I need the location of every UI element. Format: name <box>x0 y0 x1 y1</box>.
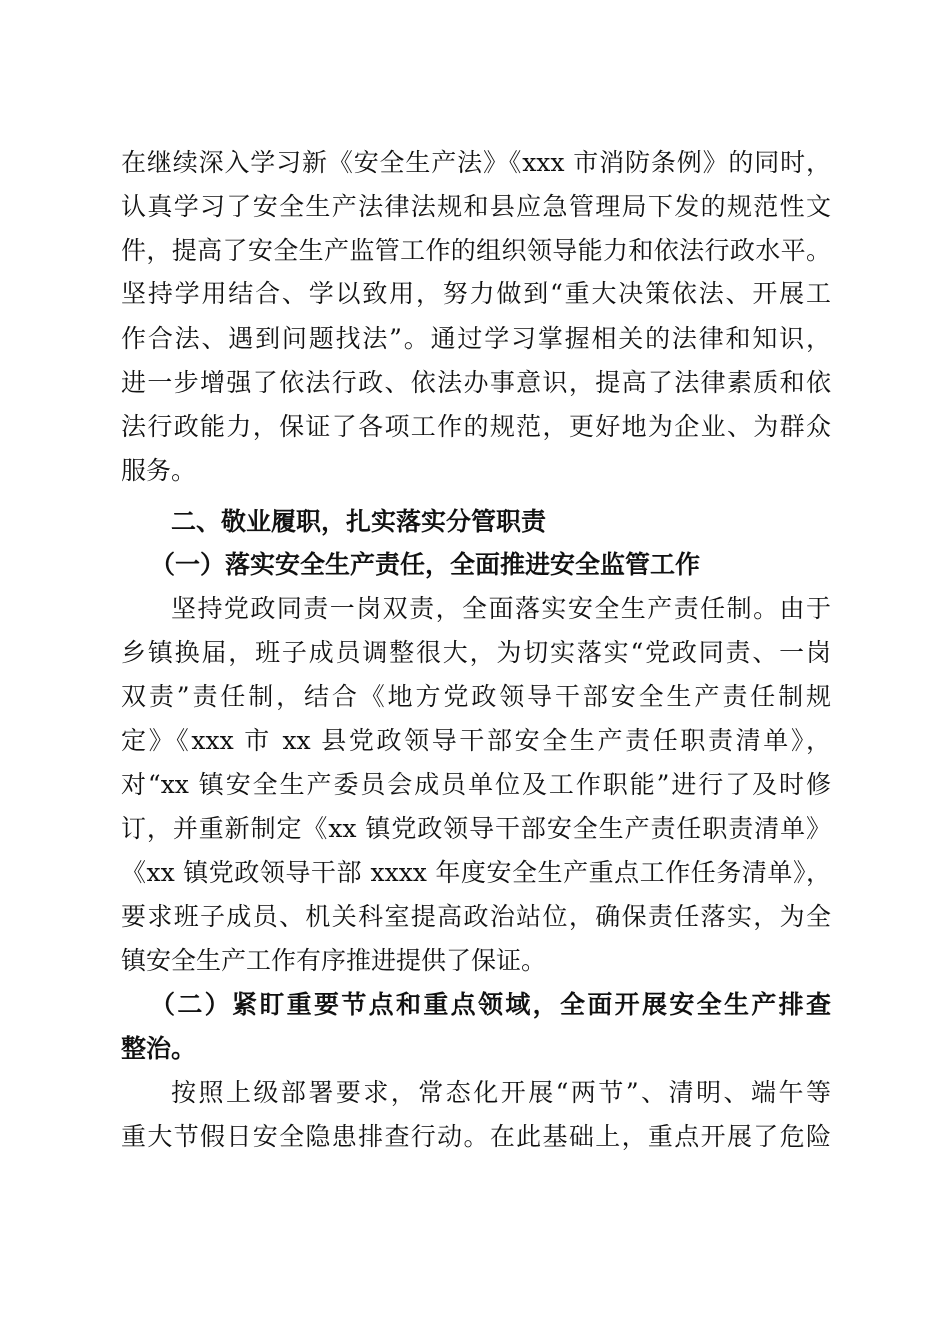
section-heading: 二、敬业履职，扎实落实分管职责 <box>171 507 547 536</box>
paragraph-line: 定》《xxx 市 xx 县党政领导干部安全生产责任职责清单》， <box>121 726 831 755</box>
paragraph-line: 按照上级部署要求，常态化开展“两节”、清明、端午等 <box>171 1078 831 1107</box>
paragraph-line: 进一步增强了依法行政、依法办事意识，提高了法律素质和依 <box>121 368 831 397</box>
paragraph-line: 坚持学用结合、学以致用，努力做到“重大决策依法、开展工 <box>121 279 831 308</box>
paragraph-line: 要求班子成员、机关科室提高政治站位，确保责任落实，为全 <box>121 902 831 931</box>
paragraph-line: 件，提高了安全生产监管工作的组织领导能力和依法行政水平。 <box>121 236 831 265</box>
paragraph-line: 作合法、遇到问题找法”。通过学习掌握相关的法律和知识， <box>121 324 831 353</box>
paragraph-line: 服务。 <box>121 456 197 485</box>
paragraph-line: 对“xx 镇安全生产委员会成员单位及工作职能”进行了及时修 <box>121 770 831 799</box>
paragraph-line: 在继续深入学习新《安全生产法》《xxx 市消防条例》的同时， <box>121 148 831 177</box>
subsection-heading: （二）紧盯重要节点和重点领域，全面开展安全生产排查 <box>150 990 831 1019</box>
paragraph-line: 镇安全生产工作有序推进提供了保证。 <box>121 946 547 975</box>
paragraph-line: 《xx 镇党政领导干部 xxxx 年度安全生产重点工作任务清单》， <box>121 858 831 887</box>
paragraph-line: 坚持党政同责一岗双责，全面落实安全生产责任制。由于 <box>171 594 831 623</box>
paragraph-line: 订，并重新制定《xx 镇党政领导干部安全生产责任职责清单》 <box>121 814 831 843</box>
paragraph-line: 乡镇换届，班子成员调整很大，为切实落实“党政同责、一岗 <box>121 638 831 667</box>
paragraph-line: 法行政能力，保证了各项工作的规范，更好地为企业、为群众 <box>121 412 831 441</box>
subsection-heading-continued: 整治。 <box>121 1034 197 1063</box>
paragraph-line: 双责”责任制，结合《地方党政领导干部安全生产责任制规 <box>121 682 831 711</box>
paragraph-line: 重大节假日安全隐患排查行动。在此基础上，重点开展了危险 <box>121 1122 831 1151</box>
subsection-heading: （一）落实安全生产责任，全面推进安全监管工作 <box>150 550 701 579</box>
paragraph-line: 认真学习了安全生产法律法规和县应急管理局下发的规范性文 <box>121 192 831 221</box>
